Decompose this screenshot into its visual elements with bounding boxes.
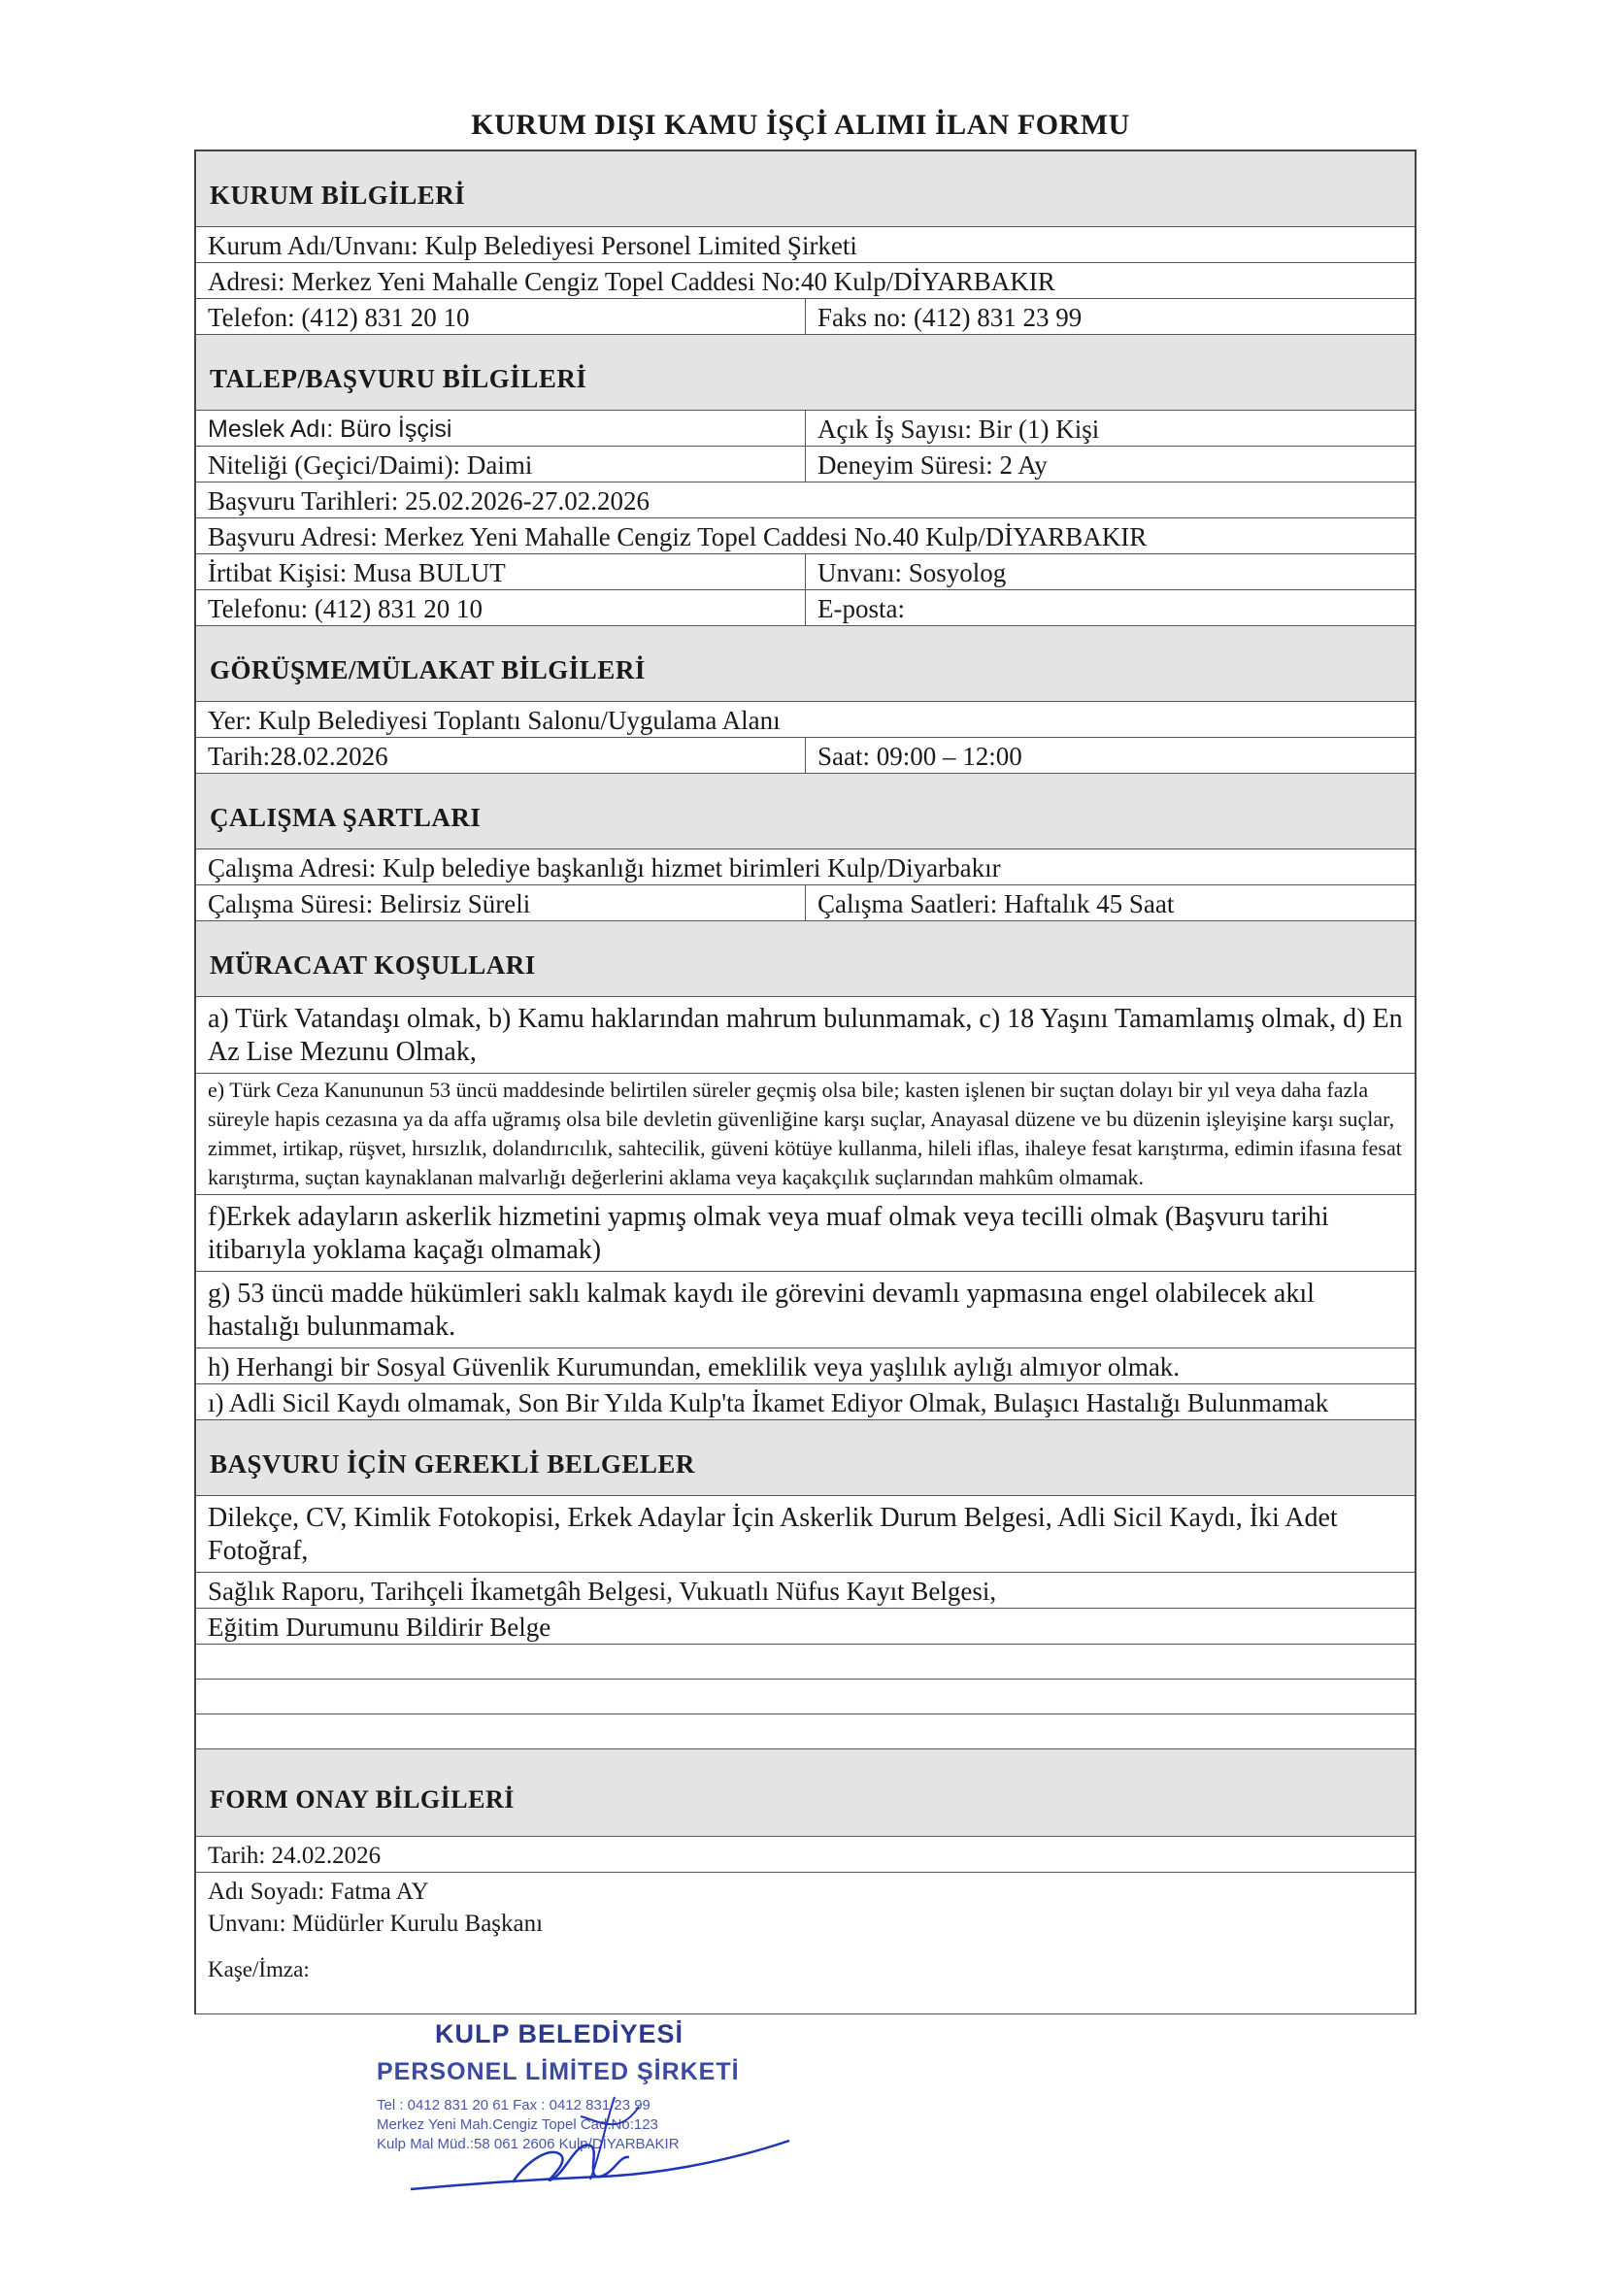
stamp-adres: Merkez Yeni Mah.Cengiz Topel Cad.No:123 (377, 2116, 658, 2133)
irtibat-telefonu: Telefonu: (412) 831 20 10 (196, 590, 806, 625)
talep-row-4 (196, 590, 1415, 626)
meslek-adi: Meslek Adı: Büro İşçisi (196, 411, 806, 446)
calisma-adresi: Çalışma Adresi: Kulp belediye başkanlığı hizmet birimleri Kulp/Diyarbakır (196, 849, 1415, 885)
acik-is-sayisi: Açık İş Sayısı: Bir (1) Kişi (817, 415, 1100, 444)
kurum-adres: Adresi: Merkez Yeni Mahalle Cengiz Topel Caddesi No:40 Kulp/DİYARBAKIR (196, 263, 1415, 299)
onay-adi-soyadi: Adı Soyadı: Fatma AY (208, 1879, 429, 1905)
kosul-i: ı) Adli Sicil Kaydı olmamak, Son Bir Yılda Kulp'ta İkamet Ediyor Olmak, Bulaşıcı Hastalığı Bulunmamak (196, 1384, 1415, 1420)
section-gorusme: GÖRÜŞME/MÜLAKAT BİLGİLERİ (196, 626, 1415, 702)
company-stamp (377, 2019, 784, 2194)
onay-unvani: Unvanı: Müdürler Kurulu Başkanı (208, 1911, 544, 1937)
gorusme-tarih-saat-row (196, 738, 1415, 774)
belge-2: Sağlık Raporu, Tarihçeli İkametgâh Belgesi, Vukuatlı Nüfus Kayıt Belgesi, (196, 1573, 1415, 1609)
stamp-line-1: KULP BELEDİYESİ (435, 2019, 684, 2048)
section-muracaat: MÜRACAAT KOŞULLARI (196, 921, 1415, 997)
calisma-suresi: Çalışma Süresi: Belirsiz Süreli (196, 885, 806, 920)
belge-1: Dilekçe, CV, Kimlik Fotokopisi, Erkek Adaylar İçin Askerlik Durum Belgesi, Adli Sicil Kaydı, İki Adet Fotoğraf, (196, 1496, 1415, 1573)
onay-kase-imza: Kaşe/İmza: (208, 1957, 310, 1981)
section-belgeler: BAŞVURU İÇİN GEREKLİ BELGELER (196, 1420, 1415, 1496)
belge-3: Eğitim Durumunu Bildirir Belge (196, 1609, 1415, 1645)
irtibat-eposta: E-posta: (817, 594, 905, 623)
niteligi: Niteliği (Geçici/Daimi): Daimi (196, 447, 806, 482)
form-table (194, 150, 1417, 2014)
kosul-f: f)Erkek adayların askerlik hizmetini yapmış olmak veya muaf olmak veya tecilli olmak (Başvuru tarihi itibarıyla yoklama kaçağı olmamak) (196, 1195, 1415, 1272)
talep-row-1 (196, 411, 1415, 447)
belge-empty-2 (196, 1680, 1415, 1714)
calisma-saatleri: Çalışma Saatleri: Haftalık 45 Saat (817, 889, 1175, 918)
belge-empty-3 (196, 1714, 1415, 1749)
kosul-h: h) Herhangi bir Sosyal Güvenlik Kurumundan, emeklilik veya yaşlılık aylığı almıyor olmak. (196, 1348, 1415, 1384)
gorusme-yer: Yer: Kulp Belediyesi Toplantı Salonu/Uygulama Alanı (196, 702, 1415, 738)
gorusme-tarih: Tarih:28.02.2026 (196, 738, 806, 773)
page-title: KURUM DIŞI KAMU İŞÇİ ALIMI İLAN FORMU (471, 109, 1130, 141)
irtibat-unvani: Unvanı: Sosyolog (817, 558, 1007, 587)
section-calisma: ÇALIŞMA ŞARTLARI (196, 774, 1415, 849)
onay-tarih: Tarih: 24.02.2026 (196, 1837, 1415, 1873)
stamp-mud: Kulp Mal Müd.:58 061 2606 Kulp/DİYARBAKIR (377, 2136, 680, 2152)
talep-row-2 (196, 447, 1415, 482)
belge-empty-1 (196, 1645, 1415, 1680)
section-kurum: KURUM BİLGİLERİ (196, 151, 1415, 227)
signature-icon (406, 2087, 794, 2213)
kurum-faks: Faks no: (412) 831 23 99 (817, 303, 1083, 332)
calisma-sure-saat-row (196, 885, 1415, 921)
kosul-e: e) Türk Ceza Kanununun 53 üncü maddesinde belirtilen süreler geçmiş olsa bile; kasten işlenen bir suçtan dolayı bir yıl veya daha fazla süreyle hapis cezasına ya da affa uğramış olsa bile devletin güvenliğine karşı suçlar, Anayasal düzene ve bu düzenin işleyişine karşı suçlar, zimmet, irtikap, rüşvet, hırsızlık, dolandırıcılık, sahtecilik, güveni kötüye kullanma, hileli iflas, ihaleye fesat karıştırma, edimin ifasına fesat karıştırma, suçtan kaynaklanan malvarlığı değerlerini aklama veya kaçakçılık suçlarından mahkûm olmamak. (196, 1074, 1415, 1195)
gorusme-saat: Saat: 09:00 – 12:00 (817, 742, 1022, 771)
section-talep: TALEP/BAŞVURU BİLGİLERİ (196, 335, 1415, 411)
talep-row-3 (196, 554, 1415, 590)
stamp-tel: Tel : 0412 831 20 61 Fax : 0412 831 23 99 (377, 2097, 650, 2113)
kurum-telefon: Telefon: (412) 831 20 10 (196, 299, 806, 334)
irtibat-kisisi: İrtibat Kişisi: Musa BULUT (196, 554, 806, 589)
basvuru-adresi: Başvuru Adresi: Merkez Yeni Mahalle Cengiz Topel Caddesi No.40 Kulp/DİYARBAKIR (196, 518, 1415, 554)
deneyim-suresi: Deneyim Süresi: 2 Ay (817, 450, 1048, 480)
stamp-line-2: PERSONEL LİMİTED ŞİRKETİ (377, 2058, 740, 2085)
section-onay: FORM ONAY BİLGİLERİ (196, 1749, 1415, 1837)
kosul-a-d: a) Türk Vatandaşı olmak, b) Kamu haklarından mahrum bulunmamak, c) 18 Yaşını Tamamlamış olmak, d) En Az Lise Mezunu Olmak, (196, 997, 1415, 1074)
basvuru-tarihleri: Başvuru Tarihleri: 25.02.2026-27.02.2026 (196, 482, 1415, 518)
kosul-g: g) 53 üncü madde hükümleri saklı kalmak kaydı ile görevini devamlı yapmasına engel olabilecek akıl hastalığı bulunmamak. (196, 1272, 1415, 1348)
kurum-adi: Kurum Adı/Unvanı: Kulp Belediyesi Personel Limited Şirketi (196, 227, 1415, 263)
kurum-telefon-faks-row (196, 299, 1415, 335)
